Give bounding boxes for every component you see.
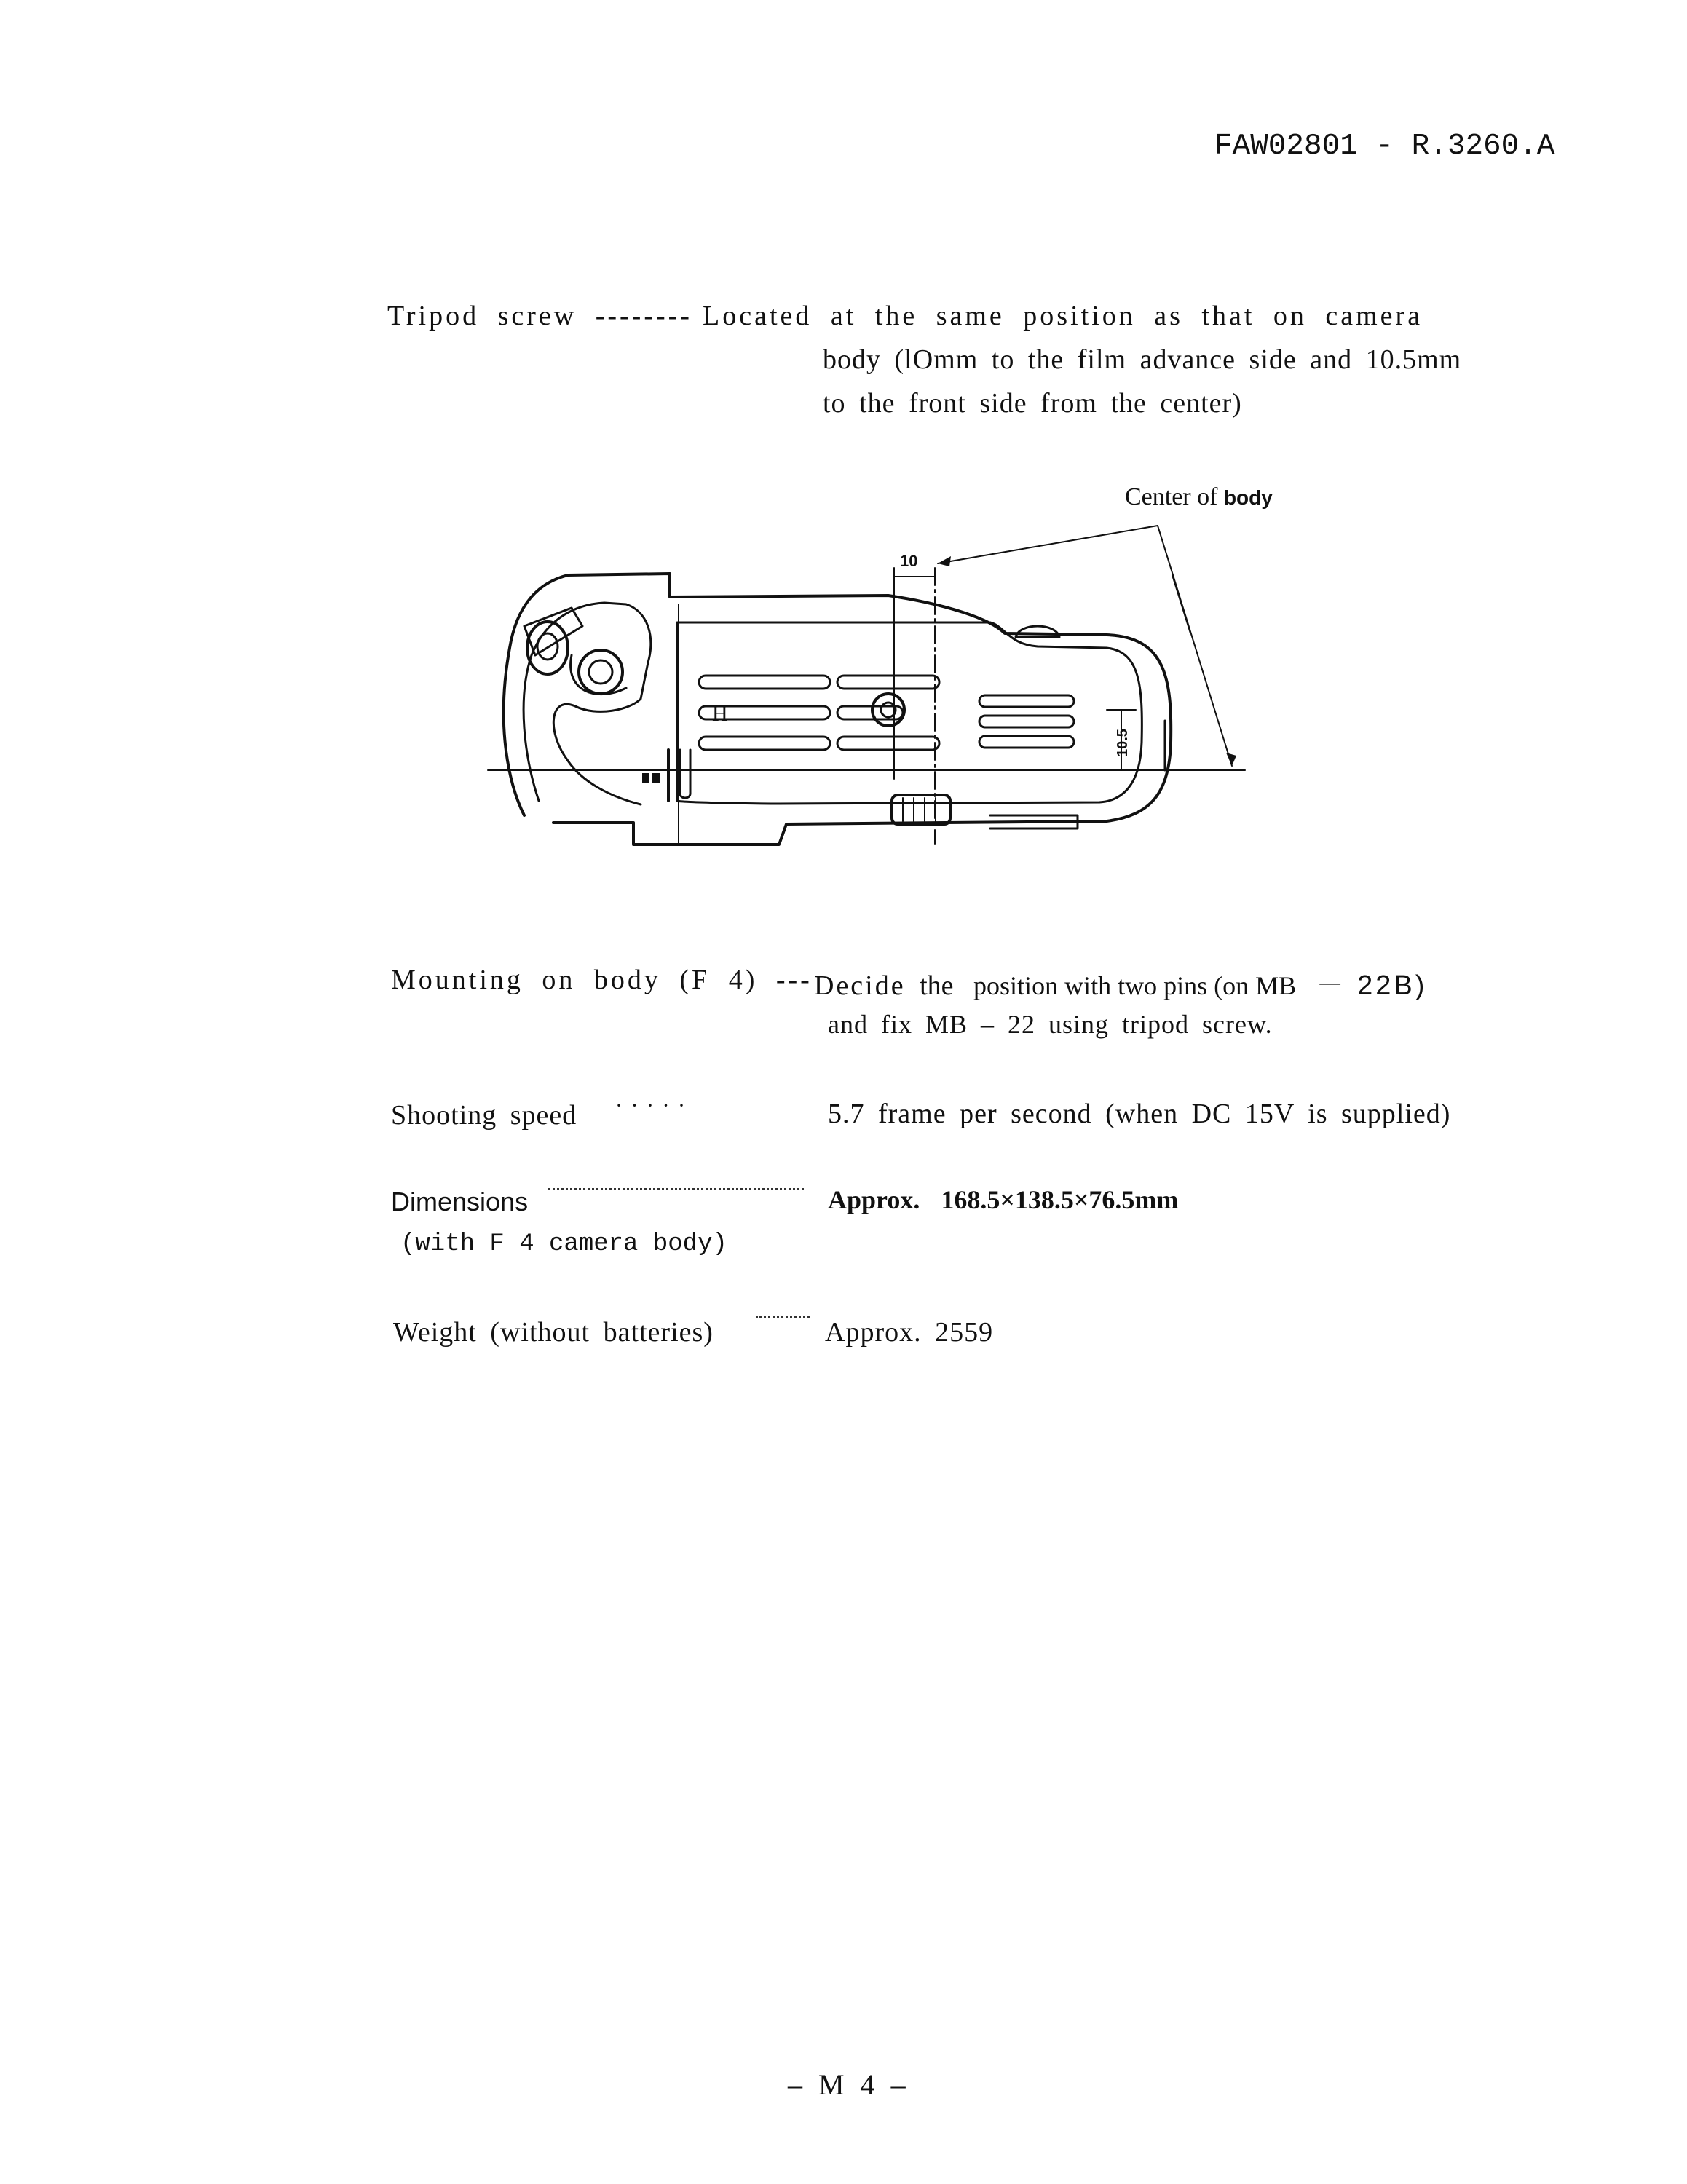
shooting-speed-label: Shooting speed bbox=[391, 1100, 577, 1131]
figure-callout bbox=[1125, 483, 1273, 511]
weight-value: Approx. 2559 bbox=[825, 1317, 994, 1348]
mounting-value-decide: Decide bbox=[814, 970, 906, 1001]
mounting-label bbox=[391, 964, 813, 996]
dimensions-value-size: 168.5×138.5×76.5mm bbox=[941, 1185, 1179, 1214]
tripod-screw-value-line1: Located at the same position as that on camera bbox=[703, 301, 1423, 331]
mounting-value-position: position with two pins (on MB bbox=[973, 971, 1297, 1000]
weight-leader bbox=[756, 1315, 810, 1328]
tripod-screw-value-line2: body (lOmm to the film advance side and 10.5mm bbox=[823, 344, 1462, 375]
dimensions-value bbox=[828, 1184, 1178, 1215]
weight-label: Weight (without batteries) bbox=[393, 1317, 714, 1348]
tripod-screw-label bbox=[387, 300, 692, 332]
mounting-leader: --- bbox=[775, 965, 813, 995]
mounting-value-model: － 22B) bbox=[1316, 970, 1428, 1001]
drawing-mark-h: H bbox=[712, 702, 728, 726]
document-id: FAW02801 - R.3260.A bbox=[1214, 130, 1555, 163]
tripod-screw-leader: -------- bbox=[595, 301, 692, 331]
dimensions-value-approx: Approx. bbox=[828, 1185, 920, 1214]
dim-10-label: 10 bbox=[900, 552, 918, 570]
dimensions-leader bbox=[548, 1187, 804, 1200]
callout-center-of: Center of bbox=[1125, 483, 1218, 510]
dimensions-sublabel: (with F 4 camera body) bbox=[400, 1230, 727, 1258]
dim-10-5-label: 10.5 bbox=[1115, 729, 1131, 757]
shooting-speed-value: 5.7 frame per second (when DC 15V is supplied) bbox=[828, 1099, 1451, 1129]
dimensions-label: Dimensions bbox=[391, 1187, 529, 1216]
mounting-label-text: Mounting on body (F 4) bbox=[391, 965, 758, 995]
page-number: – M 4 – bbox=[788, 2068, 910, 2101]
battery-pack-drawing bbox=[481, 510, 1252, 852]
mounting-value-line2: and fix MB – 22 using tripod screw. bbox=[828, 1010, 1273, 1039]
mounting-value-line1 bbox=[814, 962, 1427, 1002]
callout-body: body bbox=[1223, 486, 1273, 509]
mounting-value-the: the bbox=[920, 970, 954, 1001]
tripod-screw-value-line3: to the front side from the center) bbox=[823, 388, 1242, 419]
shooting-speed-leader: · · · · · bbox=[615, 1093, 687, 1117]
tripod-screw-label-text: Tripod screw bbox=[387, 301, 577, 331]
